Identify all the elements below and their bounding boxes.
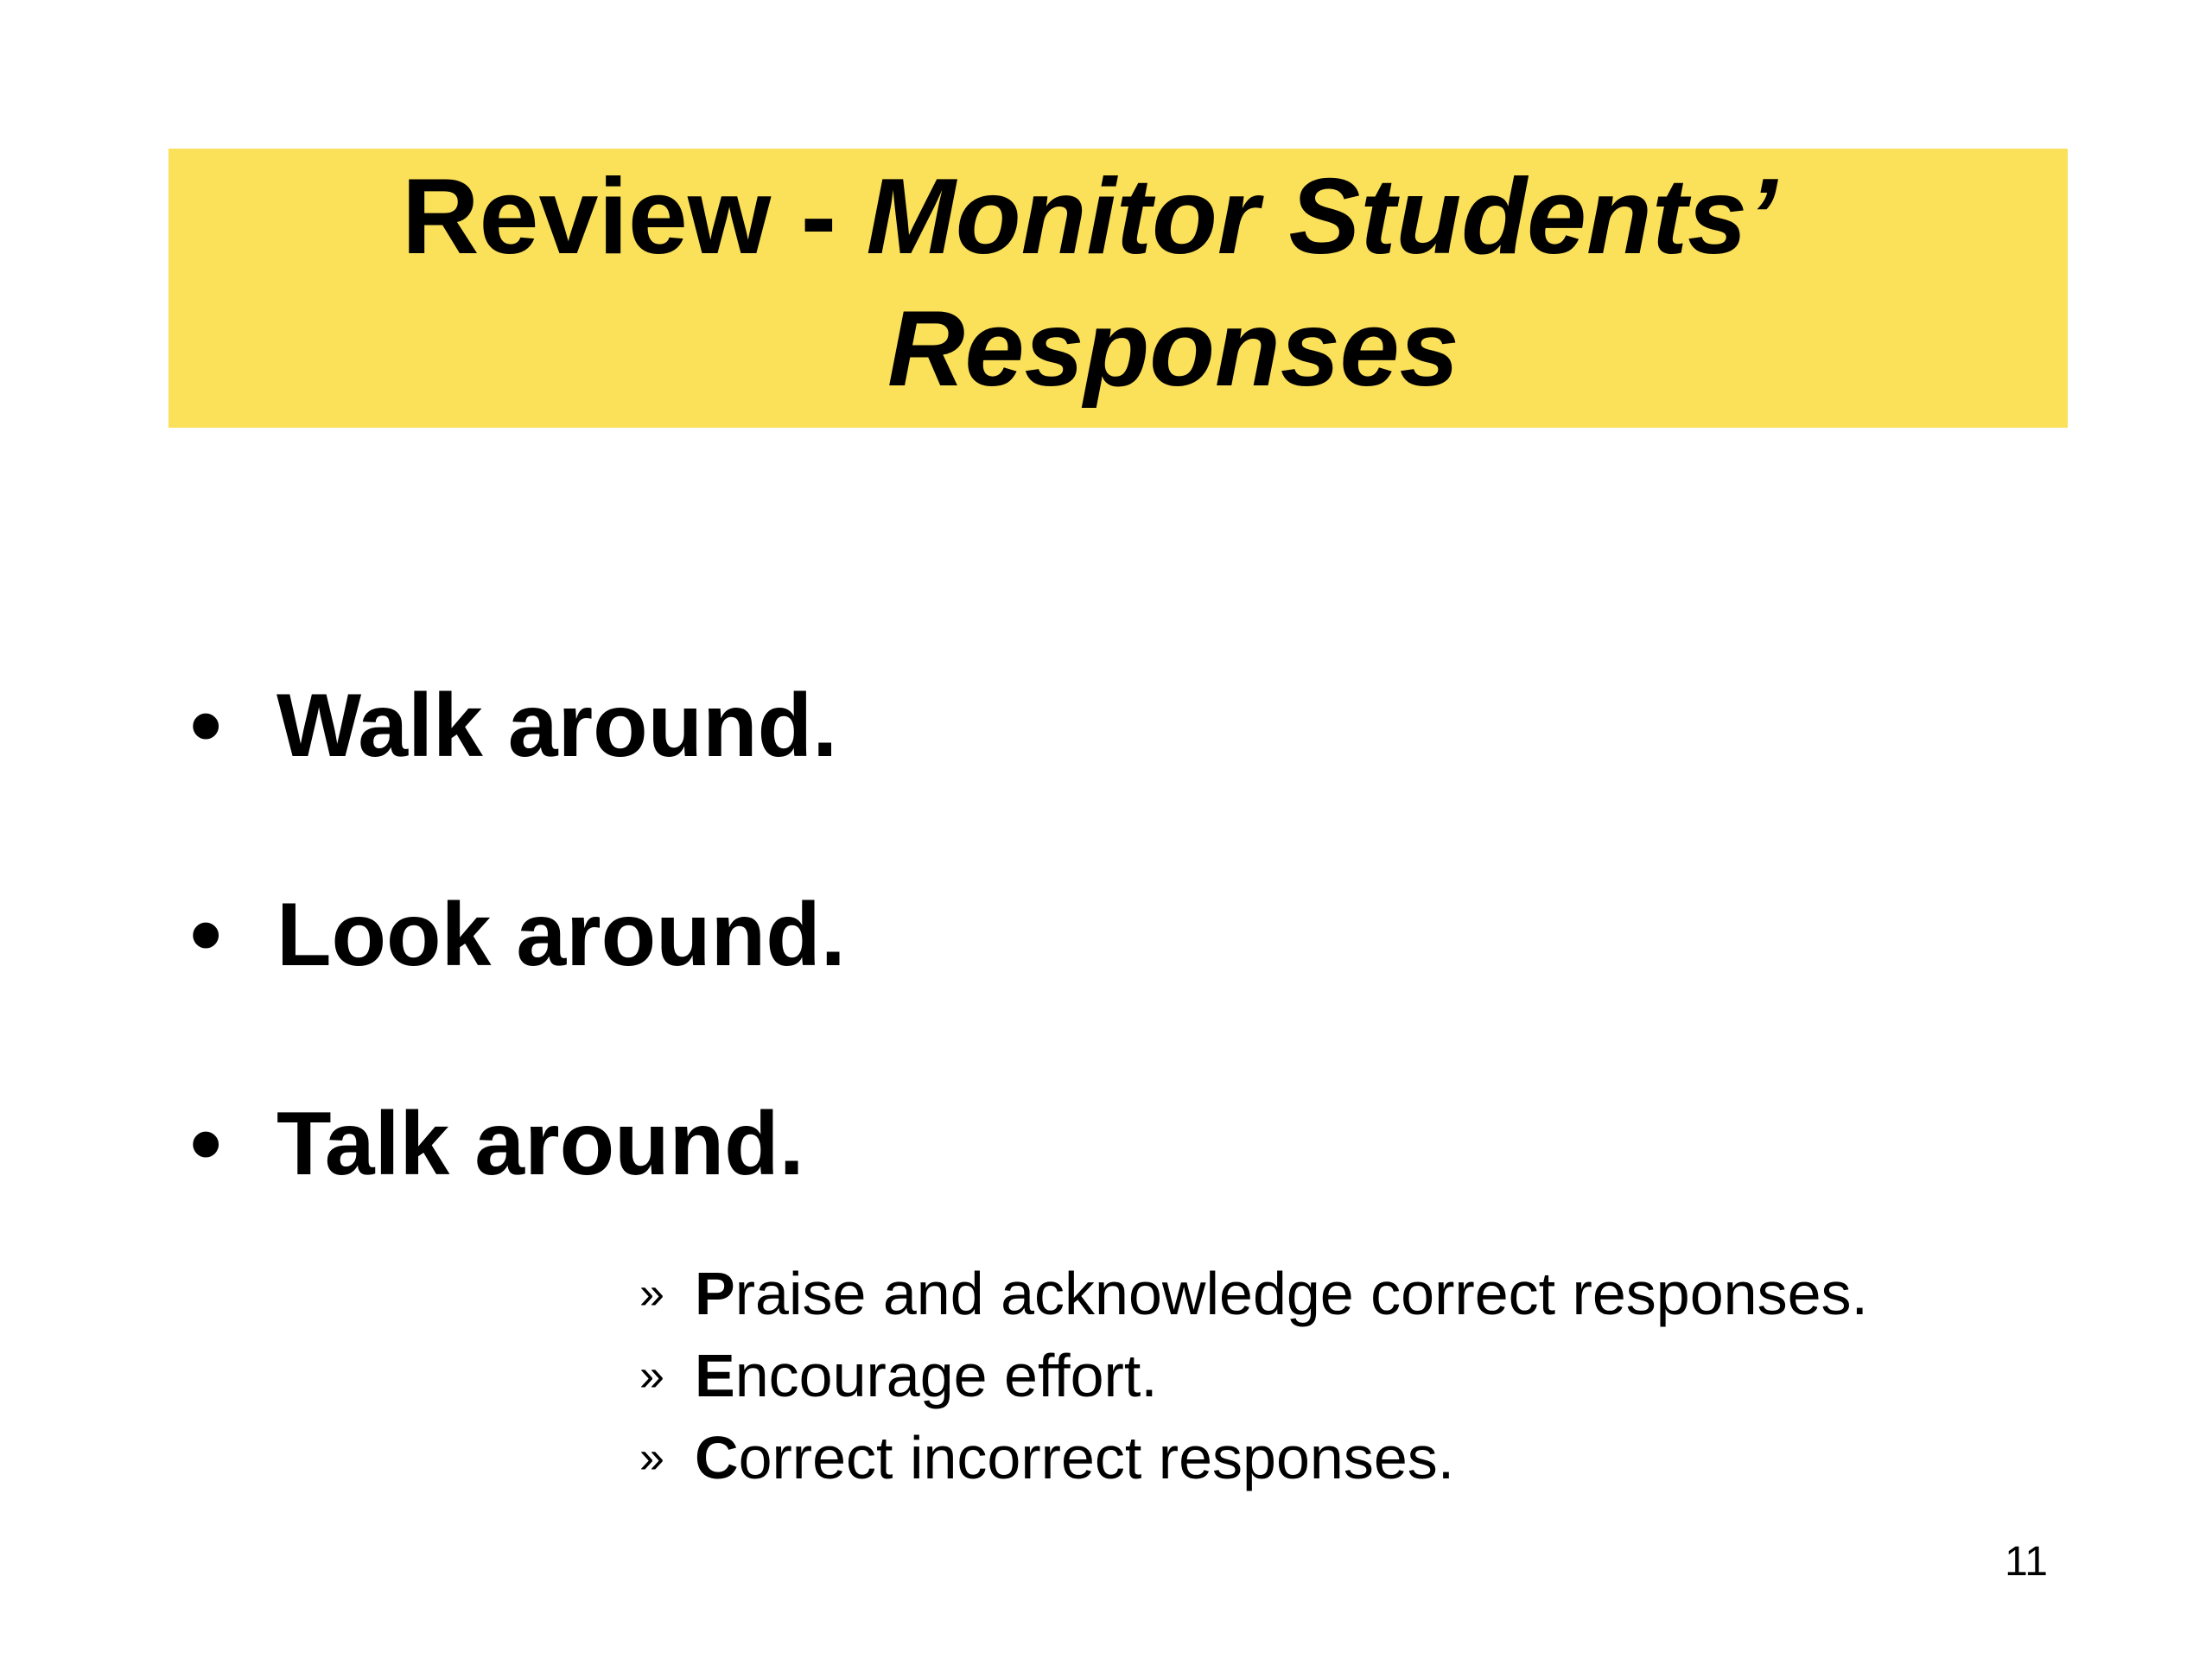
bullet-text: Walk around. [276, 676, 838, 776]
bullet-text: Talk around. [276, 1094, 804, 1194]
sub-bullet-initial: P [695, 1260, 735, 1327]
sub-bullet-text [695, 1417, 1454, 1499]
bullet-text: Look around. [276, 885, 846, 985]
sub-bullet-initial: E [695, 1342, 735, 1409]
sub-bullet-rest: raise and acknowledge correct responses. [734, 1260, 1868, 1327]
slide-title-line-1 [402, 152, 2212, 282]
sub-bullet-text [695, 1253, 1868, 1335]
page-number: 11 [2005, 1539, 2048, 1585]
title-prefix: Review - [402, 157, 867, 276]
sub-bullet-marker: » [639, 1351, 664, 1401]
bullet-marker: • [190, 1094, 222, 1194]
title-band [168, 149, 2068, 428]
bullet-marker: • [190, 885, 222, 985]
sub-bullet-text [695, 1335, 1158, 1417]
slide-title-line-2: Responses [887, 289, 1459, 409]
sub-bullet-rest: ncourage effort. [734, 1342, 1158, 1409]
sub-bullet-rest: orrect incorrect responses. [738, 1424, 1455, 1491]
sub-bullet-marker: » [639, 1268, 664, 1319]
bullet-marker: • [190, 676, 222, 776]
title-emphasis-line-1: Monitor Students’ [866, 157, 1777, 276]
sub-bullet-initial: C [695, 1424, 739, 1491]
sub-bullet-marker: » [639, 1433, 664, 1483]
